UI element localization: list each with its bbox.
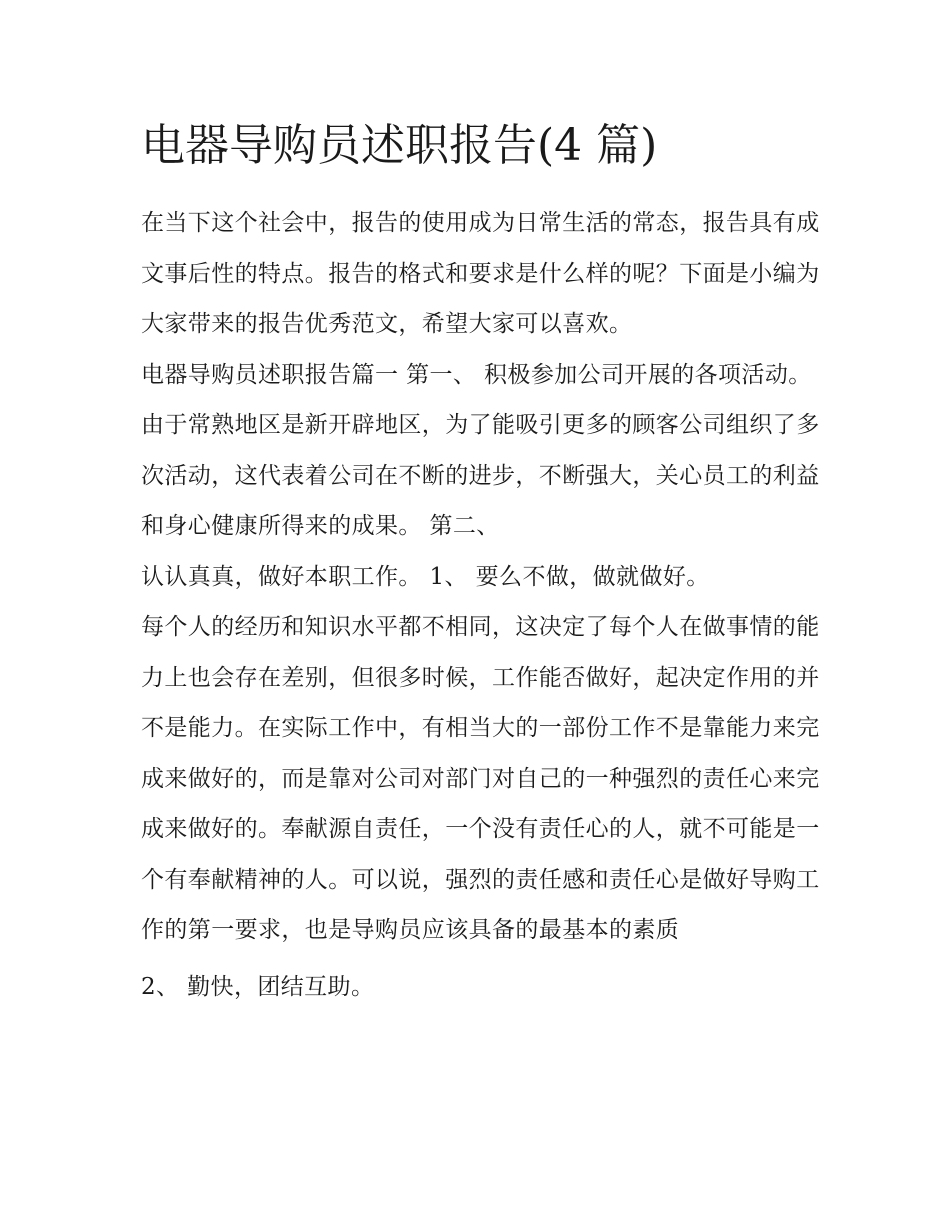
paragraph-activities: 由于常熟地区是新开辟地区，为了能吸引更多的顾客公司组织了多次活动，这代表着公司在不断的进步，不断强大，关心员工的利益和身心健康所得来的成果。 第二、	[141, 412, 820, 539]
paragraph-point-two: 2、 勤快，团结互助。	[141, 973, 375, 1000]
paragraph-responsibility: 每个人的经历和知识水平都不相同，这决定了每个人在做事情的能力上也会存在差别，但很多时候，工作能否做好，起决定作用的并不是能力。在实际工作中，有相当大的一部份工作不是靠能力来完成来做好的，而是靠对公司对部门对自己的一种强烈的责任心来完成来做好的。奉献源自责任，一个没有责任心的人，就不可能是一个有奉献精神的人。可以说，强烈的责任感和责任心是做好导购工作的第一要求，也是导购员应该具备的最基本的素质	[141, 614, 820, 943]
paragraph-intro: 在当下这个社会中，报告的使用成为日常生活的常态，报告具有成文事后性的特点。报告的格式和要求是什么样的呢？下面是小编为大家带来的报告优秀范文，希望大家可以喜欢。	[141, 210, 820, 337]
paragraph-section-one: 电器导购员述职报告篇一 第一、 积极参加公司开展的各项活动。	[141, 361, 812, 388]
paragraph-section-two: 认认真真，做好本职工作。 1、 要么不做，做就做好。	[141, 563, 710, 590]
document-body	[141, 198, 821, 1012]
document-title: 电器导购员述职报告(4 篇)	[141, 120, 658, 171]
